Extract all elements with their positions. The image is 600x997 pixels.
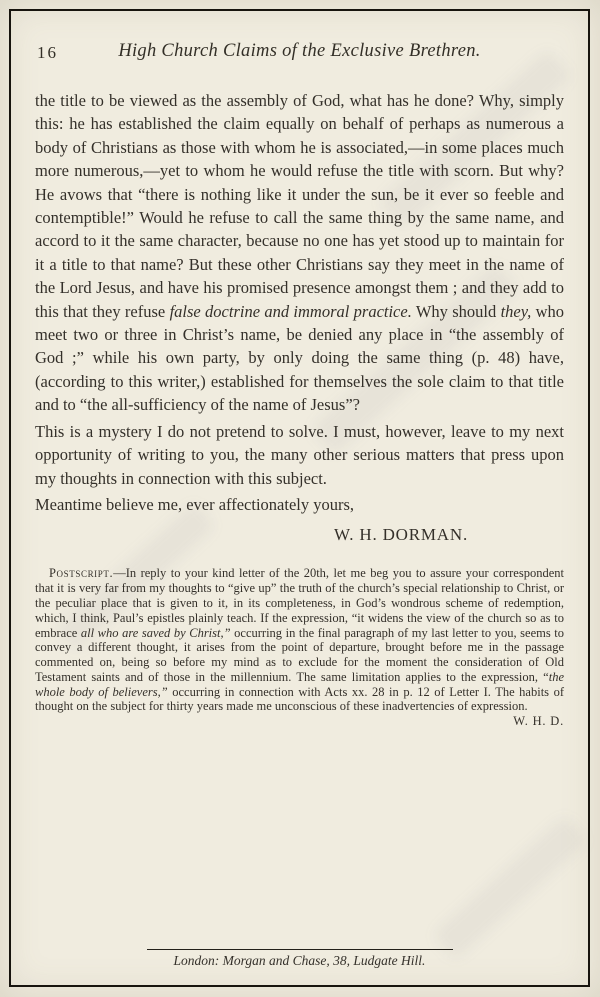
postscript-text: occurring in the final paragraph of my last letter to you, seems to convey a different thought, it arises from the point of departure, brought before me in the passage commented on, being so before my mind as to exclude for the moment the consideration of Old Testament saints and of those in the millennium. The same limitation applies to the expression, “ <box>35 625 564 684</box>
footer-rule <box>147 949 453 950</box>
running-header <box>35 41 564 67</box>
postscript-lead: Postscript. <box>49 566 114 581</box>
letter-signature: W. H. DORMAN. <box>334 525 468 545</box>
paragraph-1-italic-word: they, <box>500 301 532 321</box>
letter-body <box>35 89 565 729</box>
postscript-paragraph <box>35 566 564 729</box>
paragraph-2: This is a mystery I do not pretend to solve. I must, however, leave to my next opportunity of writing to you, the many other serious matters that press upon my thoughts in connection with this subject. <box>35 421 564 488</box>
page-number: 16 <box>37 43 58 62</box>
page-border-frame <box>9 9 590 987</box>
paragraph-3: Meantime believe me, ever affectionately yours, <box>35 494 355 514</box>
postscript-text: —In reply to your kind letter of the 20th, let me beg you to assure your correspondent that it is very far from my thoughts to “give up” the truth of the church’s special relationship to Christ, or the peculiar place that is given to it, in its completeness, in God’s wondrous scheme of redemption, which, I think, Paul’s epistles plainly teach. If the expression, “it widens the view of the church so as to embrace <box>35 566 564 640</box>
paragraph-1-text: the title to be viewed as the assembly of God, what has he done? Why, simply this: he has established the claim equally on behalf of perhaps as numerous a body of Christians as those with whom he is associated,—in some places much more numerous,—yet to whom he would refuse the title with scorn. But why? He avows that “there is nothing like it under the sun, be it ever so feeble and contemptible!” Would he refuse to call the same thing by the same name, and accord to it the same character, because no one has yet stood up to maintain for it a title to that name? But these other Christians say they meet in the name of the Lord Jesus, and have his promised presence amongst them ; and they add to this that they refuse <box>35 91 564 321</box>
postscript-signature: W. H. D. <box>513 714 564 729</box>
header-title: High Church Claims of the Exclusive Brethren. <box>118 41 481 61</box>
postscript-italic-quote-2: the whole body of believers,” <box>35 669 564 699</box>
paragraph-1 <box>35 89 564 417</box>
paragraph-1-text: Why should <box>411 301 501 321</box>
postscript-text: occurring in connection with Acts xx. 28 in p. 12 of Letter I. The habits of thought on the subject for thirty years made me unconscious of these inadvertencies of expression. <box>35 684 564 714</box>
publisher-imprint: London: Morgan and Chase, 38, Ludgate Hill. <box>173 953 426 968</box>
page-footer <box>11 949 588 969</box>
paragraph-1-text: who meet two or three in Christ’s name, be denied any place in “the assembly of God ;” while his own party, by only doing the same thing (p. 48) have, (according to this writer,) established for themselves the sole claim to that title and to “the all-sufficiency of the name of Jesus”? <box>35 301 565 415</box>
postscript-italic-quote-1: all who are saved by Christ,” <box>80 625 231 640</box>
paragraph-1-italic-phrase: false doctrine and immoral practice. <box>169 301 412 321</box>
